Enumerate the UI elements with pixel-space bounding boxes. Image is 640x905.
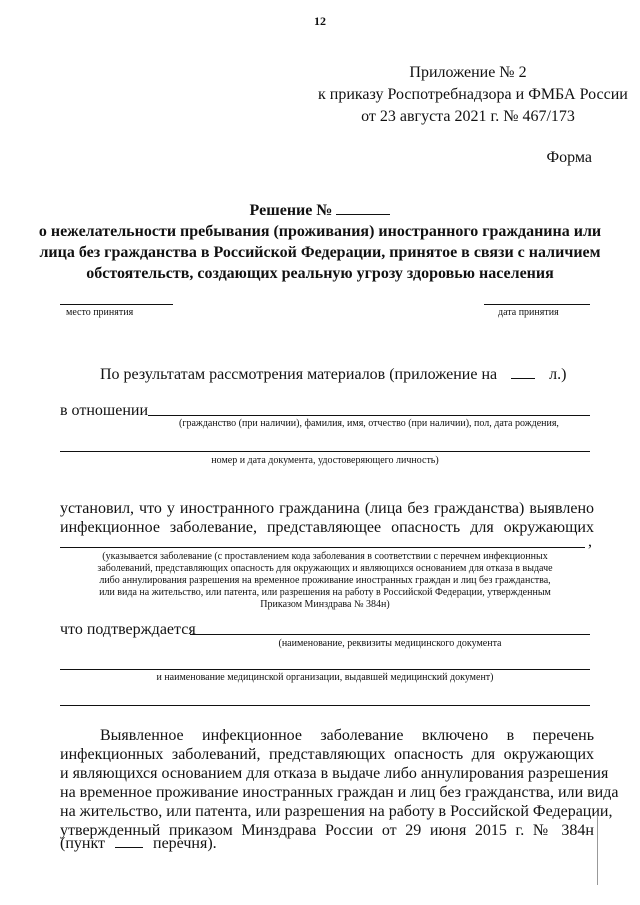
point-blank [115, 847, 143, 848]
point-label: (пункт [60, 835, 106, 852]
appendix-line-1: Приложение № 2 [409, 64, 527, 81]
person-blank-line [148, 415, 590, 416]
paragraph-2-line-2: инфекционное заболевание, представляющее опасность для окружающих [60, 519, 594, 536]
subtitle-line-3: обстоятельств, создающих реальную угрозу здоровью населения [86, 265, 554, 282]
place-label: место принятия [66, 307, 134, 318]
med-doc-blank-line [190, 634, 590, 635]
paragraph-3-line-6: утвержденный приказом Минздрава России от 29 июня 2015 г. № 384н [60, 822, 594, 839]
decision-number-blank [336, 214, 390, 215]
paragraph-3-line-2: инфекционных заболеваний, представляющих опасность для окружающих [60, 746, 594, 763]
scan-edge-mark [597, 815, 614, 885]
caption-disease-3: либо аннулирования разрешения на временное проживание иностранных граждан и лиц без гражданства, [99, 575, 551, 586]
regarding-label: в отношении [60, 402, 149, 419]
caption-disease-1: (указывается заболевание (с проставлением кода заболевания в соответствии с перечнем инфекционных [102, 551, 548, 562]
extra-blank-line [60, 705, 590, 706]
list-label: перечня). [153, 835, 217, 852]
title-text: Решение № [249, 202, 333, 219]
paragraph-1 [100, 366, 594, 384]
paragraph-2-line-1: установил, что у иностранного гражданина (лица без гражданства) выявлено [60, 500, 594, 517]
date-blank-line [484, 304, 590, 305]
caption-disease-2: заболеваний, представляющих опасность для окружающих и являющихся основанием для отказа в выдаче [97, 563, 553, 574]
subtitle-line-2: лица без гражданства в Российской Федерации, принятое в связи с наличием [39, 244, 601, 261]
paragraph-3-line-3: и являющихся основанием для отказа в выдаче либо аннулирования разрешения [60, 765, 609, 782]
place-blank-line [60, 304, 173, 305]
document-title [0, 202, 640, 220]
page-number: 12 [314, 14, 326, 28]
appendix-line-2: к приказу Роспотребнадзора и ФМБА России [318, 86, 628, 103]
form-label: Форма [546, 149, 592, 166]
med-org-blank-line [60, 669, 590, 670]
paragraph-3-line-4: на временное проживание иностранных граждан и лиц без гражданства, или вида [60, 784, 619, 801]
caption-disease-4: или вида на жительство, или патента, или разрешения на работу в Российской Федерации, утвержденным [99, 587, 551, 598]
pages-blank [511, 378, 535, 379]
appendix-line-3: от 23 августа 2021 г. № 467/173 [361, 108, 575, 125]
disease-blank-line [60, 547, 585, 548]
disease-comma: , [588, 533, 592, 550]
paragraph-3-line-7 [60, 835, 217, 853]
caption-med-org: и наименование медицинской организации, выдавшей медицинский документ) [156, 672, 494, 683]
paragraph-3-line-1: Выявленное инфекционное заболевание включено в перечень [100, 727, 594, 744]
caption-disease-5: Приказом Минздрава № 384н) [260, 599, 390, 610]
caption-person: (гражданство (при наличии), фамилия, имя, отчество (при наличии), пол, дата рождения, [179, 418, 559, 429]
document-blank-line [60, 451, 590, 452]
confirmed-label: что подтверждается [60, 621, 196, 638]
paragraph-1-end: л.) [549, 366, 567, 383]
date-label: дата принятия [498, 307, 559, 318]
caption-document: номер и дата документа, удостоверяющего личность) [211, 455, 439, 466]
paragraph-1-text: По результатам рассмотрения материалов (приложение на [100, 366, 498, 383]
paragraph-3-line-5: на жительство, или патента, или разрешения на работу в Российской Федерации, [60, 803, 613, 820]
caption-med-doc: (наименование, реквизиты медицинского документа [278, 638, 502, 649]
subtitle-line-1: о нежелательности пребывания (проживания) иностранного гражданина или [38, 223, 602, 240]
